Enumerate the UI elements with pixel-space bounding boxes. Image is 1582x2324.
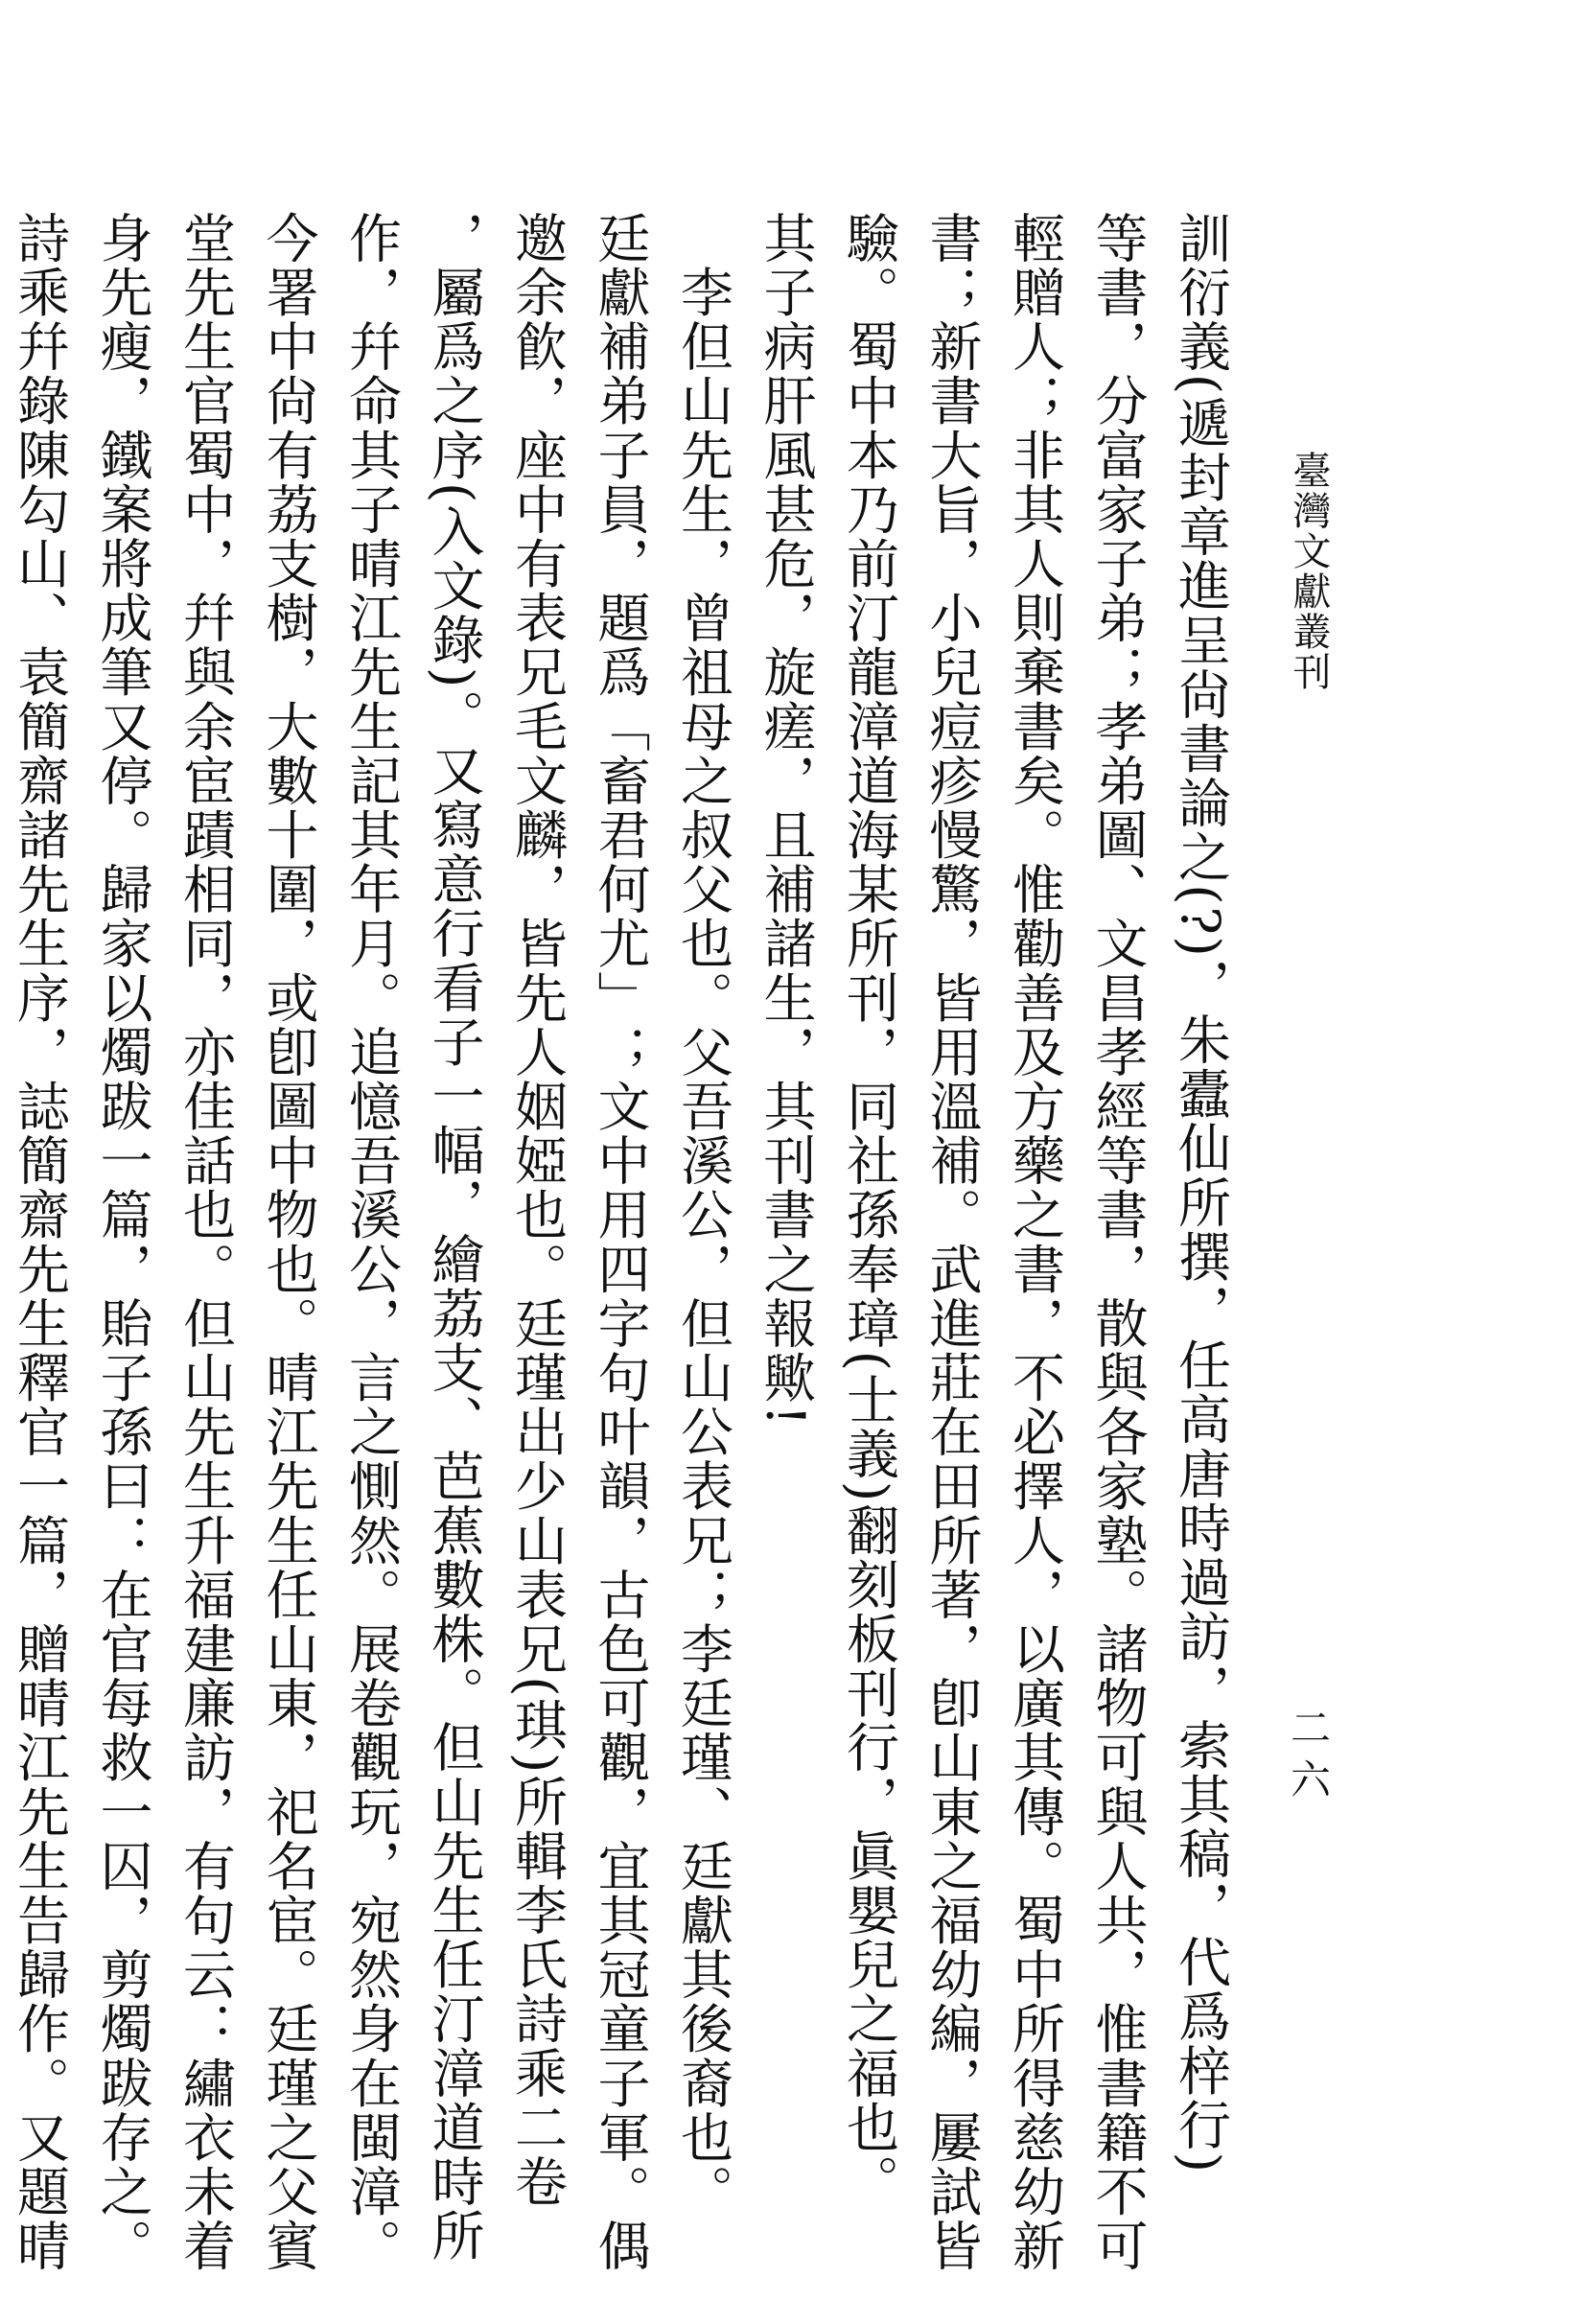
text-column: 身先瘦，鐵案將成筆又停。歸家以燭跋一篇，貽子孫曰：在官每救一囚，剪燭跋存之。 bbox=[91, 211, 153, 2273]
text-column: 訓衍義(遞封章進呈尙書論之(?)，朱蠹仙所撰，任高唐時過訪，索其稿，代爲梓行) bbox=[1170, 211, 1231, 2174]
text-column: 等書，分富家子弟；孝弟圖、文昌孝經等書，散與各家塾。諸物可與人共，惟書籍不可 bbox=[1086, 211, 1149, 2273]
page-number: 二六 bbox=[1285, 1707, 1332, 1810]
text-column: 堂先生官蜀中，幷與余宦蹟相同，亦佳話也。但山先生升福建廉訪，有句云：繡衣未着 bbox=[174, 211, 236, 2273]
running-head: 臺灣文獻叢刊 bbox=[1287, 451, 1331, 692]
text-column: 詩乘幷錄陳勾山、袁簡齋諸先生序，誌簡齋先生釋官一篇，贈晴江先生告歸作。又題晴 bbox=[9, 211, 70, 2273]
text-column: 作，幷命其子晴江先生記其年月。追憶吾溪公，言之惻然。展卷觀玩，宛然身在閩漳。 bbox=[340, 211, 402, 2273]
text-column: 書；新書大旨，小兒痘疹慢驚，皆用溫補。武進莊在田所著，卽山東之福幼編，屢試皆 bbox=[920, 211, 983, 2273]
body-text bbox=[9, 211, 1242, 2273]
text-column: ，屬爲之序(入文錄)。又寫意行看子一幅，繪荔支、芭蕉數株。但山先生任汀漳道時所 bbox=[423, 211, 485, 2264]
text-column: 邀余飮，座中有表兄毛文麟，皆先人姻婭也。廷瑾出少山表兄(琪)所輯李氏詩乘二卷 bbox=[506, 211, 568, 2209]
text-column: 李但山先生，曾祖母之叔父也。父吾溪公，但山公表兄；李廷瑾、廷獻其後裔也。 bbox=[672, 211, 733, 2219]
text-column: 其子病肝風甚危，旋瘥，且補諸生，其刊書之報歟! bbox=[755, 211, 817, 1428]
text-column: 驗。蜀中本乃前汀龍漳道海某所刊，同社孫奉璋(士義)翻刻板刊行，眞嬰兒之福也。 bbox=[838, 211, 899, 2209]
text-column: 今署中尙有荔支樹，大數十圍，或卽圖中物也。晴江先生任山東，祀名宦。廷瑾之父賓 bbox=[257, 211, 319, 2273]
text-column: 輕贈人；非其人則棄書矣。惟勸善及方藥之書，不必擇人，以廣其傳。蜀中所得慈幼新 bbox=[1004, 211, 1065, 2273]
text-column: 廷獻補弟子員，題爲「畜君何尤」；文中用四字句叶韻，古色可觀，宜其冠童子軍。偶 bbox=[589, 211, 651, 2273]
